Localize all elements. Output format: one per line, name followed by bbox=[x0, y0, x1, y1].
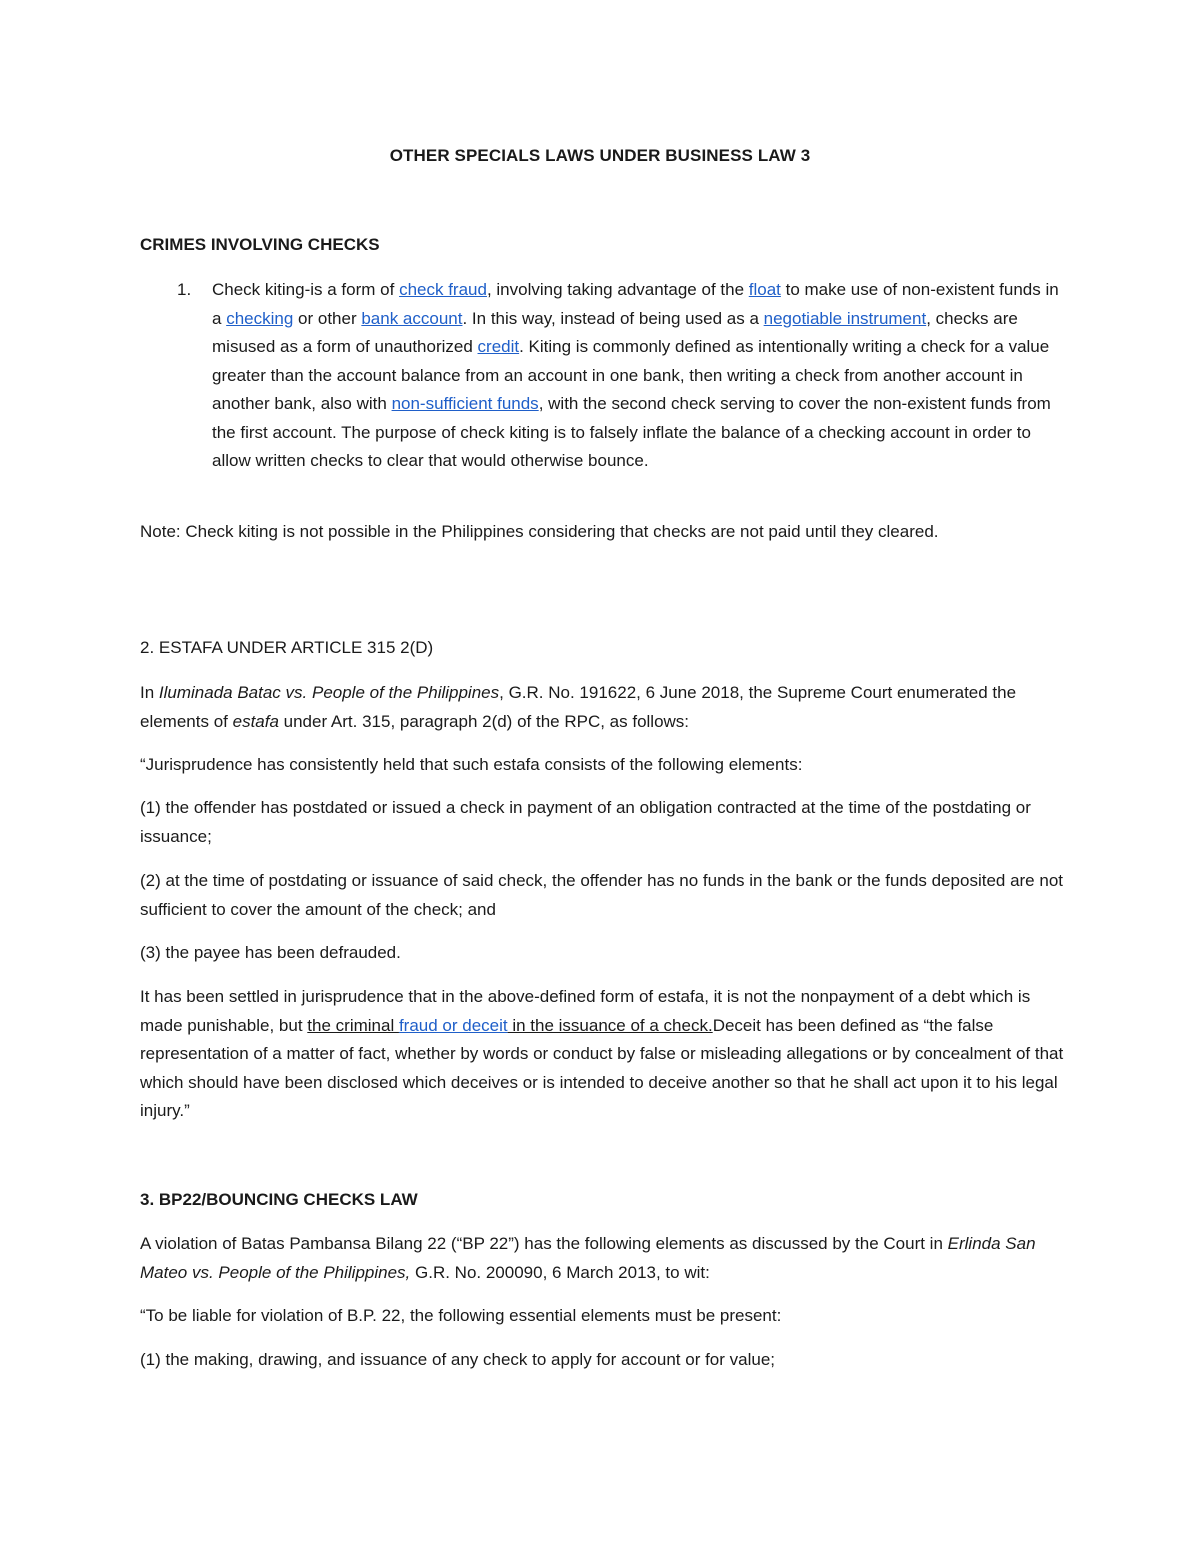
note-paragraph: Note: Check kiting is not possible in the Philippines considering that checks are not paid until they cleared. bbox=[140, 522, 939, 541]
case-name: Erlinda San Mateo vs. People of the Philippines, bbox=[140, 1234, 1036, 1282]
section1-heading: CRIMES INVOLVING CHECKS bbox=[140, 235, 380, 254]
term-estafa: estafa bbox=[232, 711, 279, 731]
link-non-sufficient-funds[interactable]: non-sufficient funds bbox=[391, 394, 539, 413]
link-checking[interactable]: checking bbox=[226, 308, 294, 328]
element-3: (3) the payee has been defrauded. bbox=[140, 943, 401, 962]
section3-heading: 3. BP22/BOUNCING CHECKS LAW bbox=[140, 1190, 418, 1209]
link-float[interactable]: float bbox=[748, 280, 781, 299]
link-credit[interactable]: credit bbox=[477, 337, 520, 356]
link-check-fraud[interactable]: check fraud bbox=[399, 280, 487, 299]
settled-paragraph: It has been settled in jurisprudence that in the above-defined form of estafa, it is not the nonpayment of a debt which is made punishable, but the criminal fraud or deceit in the issuance of a check.Deceit has been defined as “the false representation of a matter of fact, whether by words or conduct by false or misleading allegations or by concealment of that which should have been disclosed which deceives or is intended to deceive another so that he shall act upon it to his legal injury.” bbox=[140, 987, 1064, 1120]
element-1: (1) the making, drawing, and issuance of any check to apply for account or for value; bbox=[140, 1350, 776, 1369]
document-title: OTHER SPECIALS LAWS UNDER BUSINESS LAW 3 bbox=[389, 146, 811, 165]
list-number: 1. bbox=[177, 280, 192, 299]
quote-intro: “To be liable for violation of B.P. 22, the following essential elements must be present: bbox=[140, 1306, 782, 1325]
list-item: 1. Check kiting-is a form of check fraud, involving taking advantage of the float to make use of non-existent funds in a checking or other bank account. In this way, instead of being used as a negotiable instrument, checks are misused as a form of unauthorized credit. Kiting is commonly defined as intentionally writing a check for a value greater than the account balance from an account in one bank, then writing a check from another account in another bank, also with non-sufficient funds, with the second check serving to cover the non-existent funds from the first account. The purpose of check kiting is to falsely inflate the balance of a checking account in order to allow written checks to clear that would otherwise bounce. bbox=[140, 276, 1070, 476]
element-1: (1) the offender has postdated or issued a check in payment of an obligation contracted at the time of the postdating or issuance; bbox=[140, 798, 1031, 846]
link-fraud-or-deceit[interactable]: fraud or deceit bbox=[398, 1015, 508, 1035]
link-bank-account[interactable]: bank account bbox=[361, 308, 463, 328]
numbered-list bbox=[140, 276, 1070, 476]
case-name: Iluminada Batac vs. People of the Philippines bbox=[158, 683, 500, 702]
section2-heading: 2. ESTAFA UNDER ARTICLE 315 2(D) bbox=[140, 638, 434, 657]
section2-intro: In Iluminada Batac vs. People of the Philippines, G.R. No. 191622, 6 June 2018, the Supreme Court enumerated the elements of estafa under Art. 315, paragraph 2(d) of the RPC, as follows: bbox=[140, 683, 1017, 731]
element-2: (2) at the time of postdating or issuance of said check, the offender has no funds in the bank or the funds deposited are not sufficient to cover the amount of the check; and bbox=[140, 871, 1063, 919]
link-negotiable-instrument[interactable]: negotiable instrument bbox=[763, 308, 927, 328]
section3-intro: A violation of Batas Pambansa Bilang 22 (“BP 22”) has the following elements as discussed by the Court in Erlinda San Mateo vs. People of the Philippines, G.R. No. 200090, 6 March 2013, to wit: bbox=[140, 1234, 1036, 1282]
quote-intro: “Jurisprudence has consistently held that such estafa consists of the following elements: bbox=[140, 755, 803, 774]
